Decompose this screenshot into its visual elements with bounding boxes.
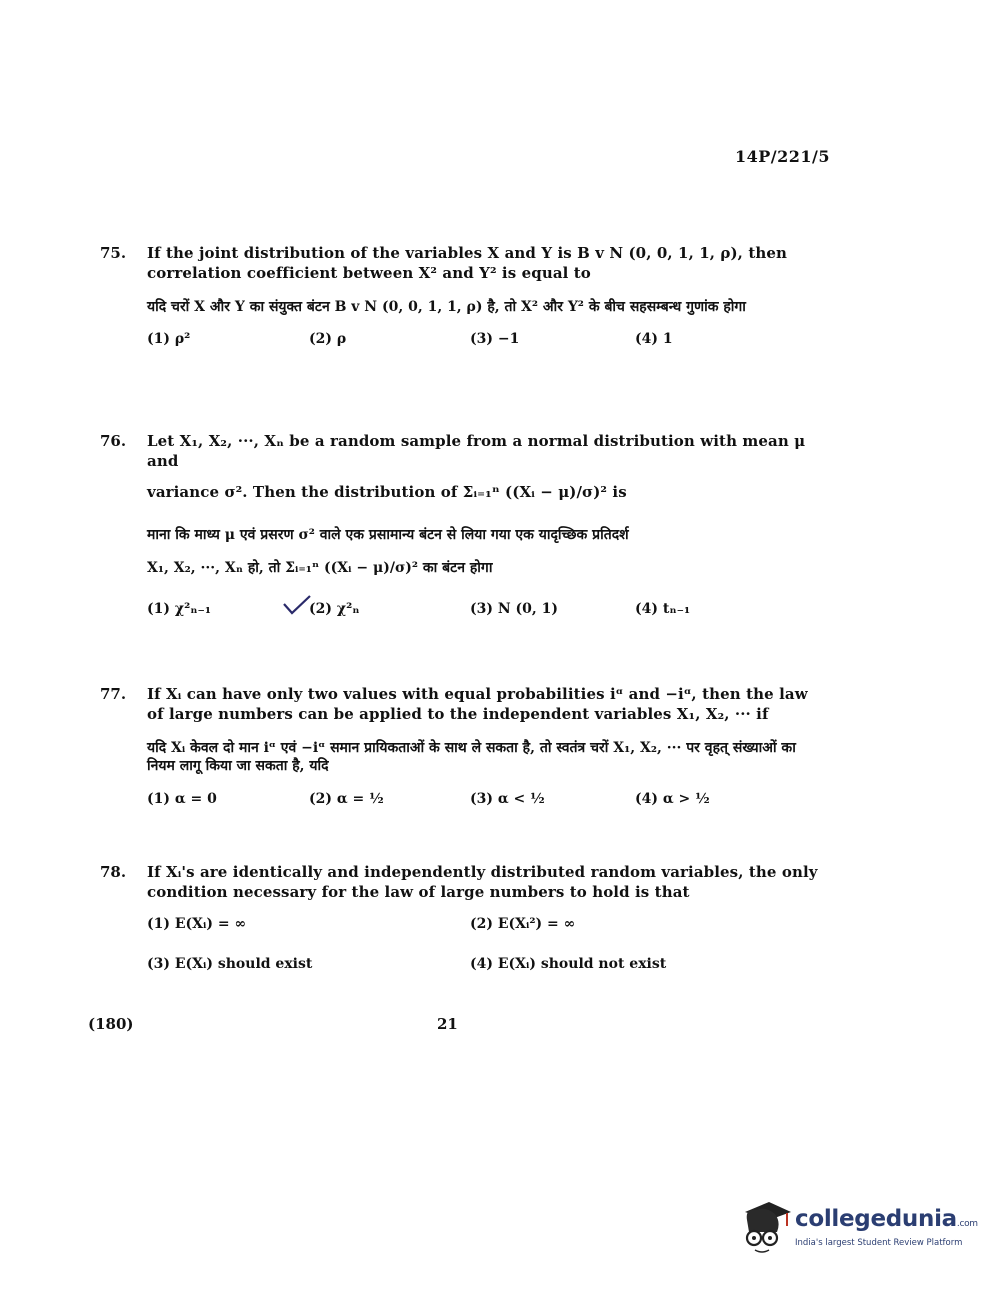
question-77 — [100, 684, 820, 818]
option-2[interactable]: (2) ρ — [309, 331, 347, 348]
options — [147, 330, 820, 358]
option-2[interactable]: (2) E(Xᵢ²) = ∞ — [470, 915, 576, 932]
question-text-english: If the joint distribution of the variables X and Y is B v N (0, 0, 1, 1, ρ), then correlation coefficient between X² and Y² is equal to — [147, 244, 788, 283]
question-text-english: If Xᵢ can have only two values with equal probabilities iᵅ and −iᵅ, then the law of large numbers can be applied to the independent variables X₁, X₂, ··· if — [147, 685, 808, 724]
option-1[interactable]: (1) ρ² — [147, 331, 191, 348]
question-text-hindi-line2: X₁, X₂, ···, Xₙ हो, तो Σᵢ₌₁ⁿ ((Xᵢ − μ)/σ)² का बंटन होगा — [147, 559, 493, 576]
question-text-hindi-line1: माना कि माध्य μ एवं प्रसरण σ² वाले एक प्रसामान्य बंटन से लिया गया एक यादृच्छिक प्रतिदर्श — [147, 526, 629, 543]
page-number: 21 — [437, 1015, 458, 1033]
footer-code: (180) — [88, 1015, 134, 1033]
option-2[interactable]: (2) χ²ₙ — [309, 600, 360, 617]
question-text-hindi: यदि Xᵢ केवल दो मान iᵅ एवं −iᵅ समान प्रायिकताओं के साथ ले सकता है, तो स्वतंत्र चरों X₁, X₂, ··· पर वृहत् संख्याओं का नियम लागू किया जा सकता है, यदि — [147, 739, 796, 775]
question-78 — [100, 862, 820, 989]
question-text-english-line2: variance σ². Then the distribution of Σᵢ₌₁ⁿ ((Xᵢ − μ)/σ)² is — [147, 482, 627, 501]
collegedunia-logo — [735, 1198, 978, 1258]
paper-code: 14P/221/5 — [735, 147, 831, 166]
option-3[interactable]: (3) N (0, 1) — [470, 600, 559, 617]
question-text-english: If Xᵢ's are identically and independently distributed random variables, the only condition necessary for the law of large numbers to hold is that — [147, 863, 818, 902]
question-text-hindi: यदि चरों X और Y का संयुक्त बंटन B v N (0, 0, 1, 1, ρ) है, तो X² और Y² के बीच सहसम्बन्ध गुणांक होगा — [147, 298, 746, 315]
option-3[interactable]: (3) α < ½ — [470, 791, 545, 808]
option-4[interactable]: (4) 1 — [635, 331, 673, 348]
question-76 — [100, 431, 820, 628]
options — [147, 790, 820, 818]
option-1[interactable]: (1) χ²ₙ₋₁ — [147, 600, 211, 617]
option-3[interactable]: (3) E(Xᵢ) should exist — [147, 955, 313, 972]
logo-tagline: India's largest Student Review Platform — [795, 1238, 963, 1248]
question-number: 75. — [100, 244, 127, 262]
option-4[interactable]: (4) E(Xᵢ) should not exist — [470, 955, 667, 972]
tick-mark-icon — [282, 594, 312, 616]
logo-wordmark: collegedunia.com — [795, 1206, 978, 1232]
option-4[interactable]: (4) tₙ₋₁ — [635, 600, 691, 617]
option-3[interactable]: (3) −1 — [470, 331, 520, 348]
student-mascot-icon — [735, 1198, 793, 1256]
options — [147, 600, 820, 628]
question-75 — [100, 243, 820, 358]
question-number: 77. — [100, 685, 127, 703]
option-4[interactable]: (4) α > ½ — [635, 791, 710, 808]
question-number: 78. — [100, 863, 127, 881]
options — [147, 915, 820, 989]
option-2[interactable]: (2) α = ½ — [309, 791, 384, 808]
option-1[interactable]: (1) E(Xᵢ) = ∞ — [147, 915, 247, 932]
option-1[interactable]: (1) α = 0 — [147, 791, 217, 808]
question-text-english-line1: Let X₁, X₂, ···, Xₙ be a random sample from a normal distribution with mean μ and — [147, 432, 806, 471]
question-number: 76. — [100, 432, 127, 450]
